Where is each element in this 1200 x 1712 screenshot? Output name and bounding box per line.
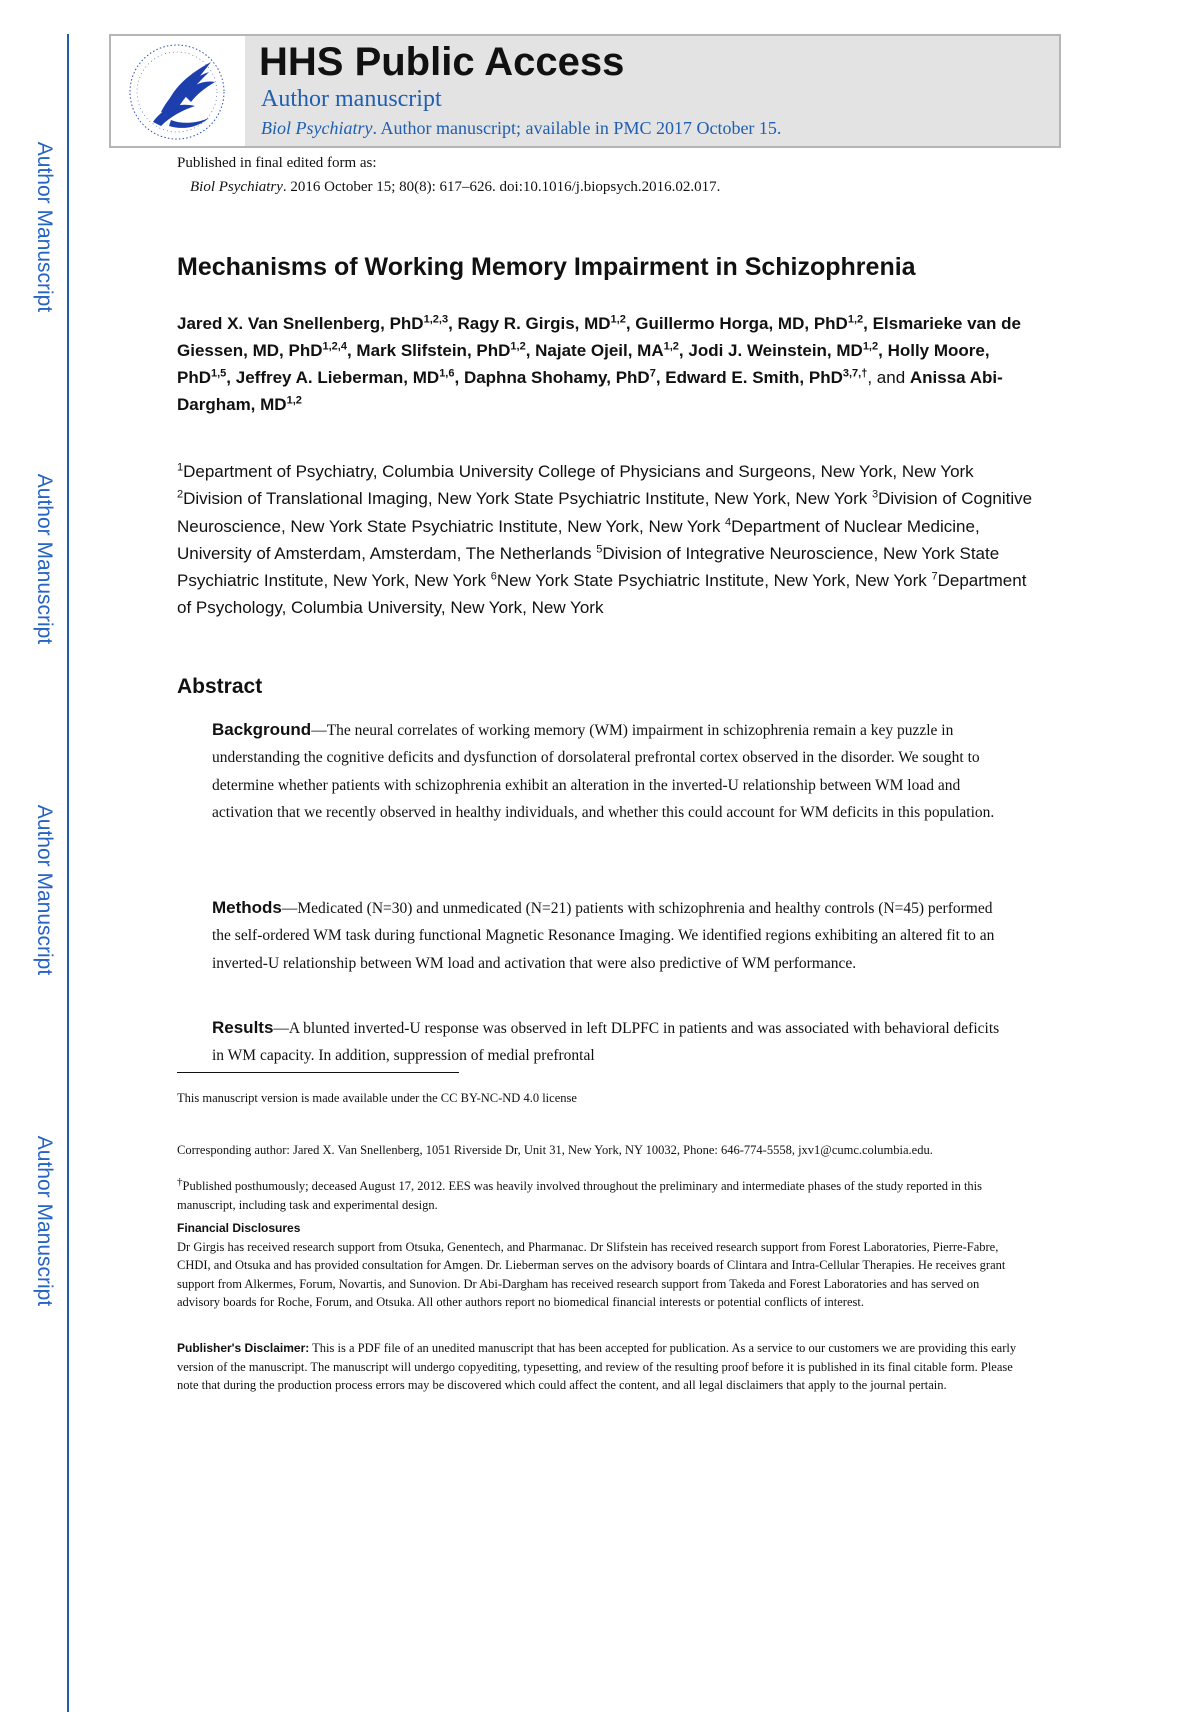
author-affiliation-marker: 1,2: [862, 340, 879, 353]
availability-text: . Author manuscript; available in PMC 2017 October 15.: [372, 118, 782, 138]
publisher-disclaimer: [177, 1339, 1017, 1395]
author-name: Ragy R. Girgis, MD: [457, 314, 611, 333]
availability-line: [261, 118, 781, 139]
hhs-logo: [111, 36, 245, 146]
hhs-eagle-icon: [111, 36, 245, 146]
side-label-3: [22, 790, 66, 990]
author-name: Jeffrey A. Lieberman, MD: [235, 368, 440, 387]
author-separator: ,: [625, 314, 636, 333]
author-affiliation-marker: 1,2: [663, 340, 679, 353]
author-list: [177, 310, 1047, 418]
author-separator: ,: [346, 341, 357, 360]
affiliation-text: New York State Psychiatric Institute, New York, New York: [496, 571, 932, 591]
author-name: Mark Slifstein, PhD: [356, 341, 511, 360]
affiliation-text: Department of Psychology, Columbia University, New York, New York: [177, 571, 1027, 618]
license-note: This manuscript version is made available under the CC BY-NC-ND 4.0 license: [177, 1091, 577, 1105]
financial-disclosures: [177, 1219, 1017, 1312]
disclaimer-heading: Publisher's Disclaimer:: [177, 1341, 310, 1355]
methods-text: —Medicated (N=30) and unmedicated (N=21) patients with schizophrenia and healthy controls (N=45) performed the self-ordered WM task during functional Magnetic Resonance Imaging. We identified regions exhibiting an altered fit to an inverted-U relationship between WM load and activation that were also predictive of WM performance.: [212, 900, 995, 972]
citation-journal: Biol Psychiatry: [190, 179, 283, 195]
author-name: Jared X. Van Snellenberg, PhD: [177, 314, 424, 333]
financial-text: Dr Girgis has received research support from Otsuka, Genentech, and Pharmanac. Dr Slifstein has received research support from Forest Laboratories, Pierre-Fabre, CHDI, and Otsuka and has provided consultation for Amgen. Dr. Lieberman serves on the advisory boards of Clintara and Intra-Cellular Therapies. He receives grant support from Alkermes, Forum, Novartis, and Sunovion. Dr Abi-Dargham has received research support from Takeda and Forest Laboratories and has served on advisory boards for Roche, Forum, and Otsuka. All other authors report no biomedical financial interests or potential conflicts of interest.: [177, 1239, 1006, 1309]
side-label-2: [22, 459, 66, 659]
side-label-text: Author Manuscript: [33, 141, 57, 313]
author-affiliation-marker: 7: [649, 367, 656, 380]
abstract-heading: Abstract: [177, 675, 263, 698]
author-name: Jodi J. Weinstein, MD: [688, 341, 863, 360]
abstract-methods: [212, 894, 1002, 977]
dagger-text: Published posthumously; deceased August 17, 2012. EES was heavily involved throughout the preliminary and intermediate phases of the study reported in this manuscript, including task and experimental design.: [177, 1179, 983, 1212]
author-affiliation-marker: 1,2,3: [423, 313, 449, 326]
author-affiliation-marker: 1,2: [510, 340, 526, 353]
side-label-4: [22, 1121, 66, 1321]
author-name: Holly Moore, PhD: [177, 341, 990, 387]
author-manuscript-label: Author manuscript: [261, 86, 442, 112]
affiliation-number: 1: [177, 461, 184, 474]
article-title: Mechanisms of Working Memory Impairment in Schizophrenia: [177, 253, 916, 281]
author-separator: ,: [678, 341, 689, 360]
published-label: Published in final edited form as:: [177, 155, 377, 171]
affiliation-text: Department of Psychiatry, Columbia University College of Physicians and Surgeons, New York, New York: [183, 462, 974, 481]
results-text: —A blunted inverted-U response was observed in left DLPFC in patients and was associated with behavioral deficits in WM capacity. In addition, suppression of medial prefrontal: [212, 1020, 1000, 1065]
abstract-background: [212, 716, 1002, 827]
author-separator: , and: [867, 368, 910, 387]
affiliation-number: 3: [871, 488, 879, 501]
author-affiliation-marker: 1,6: [439, 367, 455, 380]
author-separator: ,: [655, 368, 666, 387]
author-name: Elsmarieke van de Giessen, MD, PhD: [177, 314, 1021, 360]
affiliation-number: 6: [490, 570, 497, 583]
affiliation-text: Division of Integrative Neuroscience, New York State Psychiatric Institute, New York, New York: [177, 543, 1000, 591]
corresponding-author: Corresponding author: Jared X. Van Snellenberg, 1051 Riverside Dr, Unit 31, New York, NY 10032, Phone: 646-774-5558, jxv1@cumc.columbia.edu.: [177, 1143, 933, 1157]
background-text: —The neural correlates of working memory (WM) impairment in schizophrenia remain a key puzzle in understanding the cognitive deficits and dysfunction of dorsolateral prefrontal cortex observed in the disorder. We sought to determine whether patients with schizophrenia exhibit an alteration in the inverted-U relationship between WM load and activation that we recently observed in healthy individuals, and whether this could account for WM deficits in this population.: [212, 722, 995, 822]
affiliation-text: Division of Translational Imaging, New York State Psychiatric Institute, New York, New York: [183, 489, 872, 509]
author-affiliation-marker: 1,5: [211, 367, 227, 380]
affiliation-number: 5: [596, 543, 603, 556]
author-separator: ,: [878, 341, 888, 360]
dagger-note: [177, 1177, 1017, 1214]
citation-text: . 2016 October 15; 80(8): 617–626. doi:10.1016/j.biopsych.2016.02.017.: [282, 179, 721, 195]
affiliation-number: 7: [931, 570, 938, 583]
results-label: Results: [212, 1018, 274, 1037]
author-name: Anissa Abi-Dargham, MD: [177, 368, 1003, 414]
author-separator: ,: [448, 314, 458, 333]
footnote-rule: [177, 1072, 459, 1073]
background-label: Background: [212, 720, 312, 739]
affiliation-number: 4: [725, 515, 732, 528]
margin-rule: [67, 34, 69, 1712]
author-name: Edward E. Smith, PhD: [665, 368, 843, 387]
side-label-text: Author Manuscript: [33, 1135, 57, 1307]
author-separator: ,: [863, 314, 873, 333]
side-label-text: Author Manuscript: [33, 473, 57, 645]
side-label-text: Author Manuscript: [33, 804, 57, 976]
author-name: Daphna Shohamy, PhD: [463, 368, 650, 387]
author-separator: ,: [525, 341, 536, 360]
financial-heading: Financial Disclosures: [177, 1221, 301, 1235]
dagger-mark: †: [177, 1175, 183, 1188]
author-affiliation-marker: 1,2: [847, 313, 864, 326]
disclaimer-text: This is a PDF file of an unedited manuscript that has been accepted for publication. As a service to our customers we are providing this early version of the manuscript. The manuscript will undergo copyediting, typesetting, and review of the resulting proof before it is published in its final citable form. Please note that during the production process errors may be discovered which could affect the content, and all legal disclaimers that apply to the journal pertain.: [177, 1341, 1017, 1392]
abstract-results: [212, 1014, 1002, 1070]
hhs-title: HHS Public Access: [259, 40, 625, 84]
author-affiliation-marker: 1,2: [610, 313, 626, 326]
affiliation-text: Division of Cognitive Neuroscience, New York State Psychiatric Institute, New York, New York: [177, 489, 1033, 536]
author-separator: ,: [226, 368, 236, 387]
author-name: Najate Ojeil, MA: [535, 341, 664, 360]
citation: [190, 179, 720, 196]
author-affiliation-marker: 1,2,4: [322, 340, 347, 353]
author-affiliation-marker: 3,7,†: [842, 367, 868, 380]
affiliations: [177, 458, 1037, 622]
journal-name: Biol Psychiatry: [261, 118, 373, 138]
side-label-1: [22, 127, 66, 327]
affiliation-text: Department of Nuclear Medicine, University of Amsterdam, Amsterdam, The Netherlands: [177, 516, 980, 563]
methods-label: Methods: [212, 898, 282, 917]
author-name: Guillermo Horga, MD, PhD: [635, 314, 848, 333]
affiliation-number: 2: [177, 488, 184, 501]
author-affiliation-marker: 1,2: [286, 394, 302, 407]
author-separator: ,: [454, 368, 464, 387]
hhs-header: [109, 34, 1061, 148]
